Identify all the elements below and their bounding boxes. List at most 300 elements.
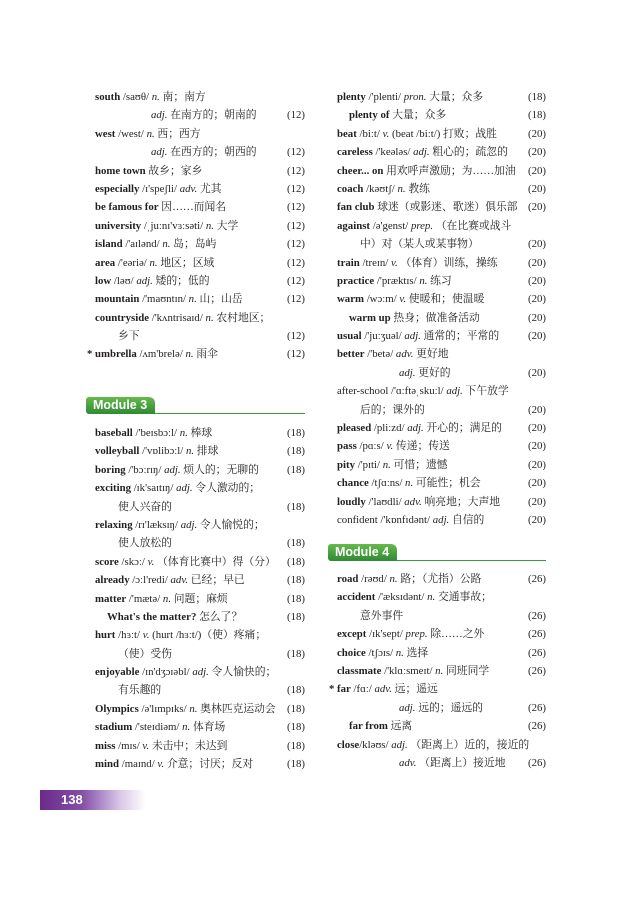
entry-text xyxy=(95,608,242,626)
page-reference: (20) xyxy=(528,146,546,159)
part-of-speech: prep. xyxy=(405,628,428,641)
pronunciation: /wɔːm/ xyxy=(366,293,397,306)
pronunciation: /'betə/ xyxy=(367,348,394,361)
headword: pleased xyxy=(337,422,372,435)
part-of-speech: n. xyxy=(162,238,171,251)
page-reference: (26) xyxy=(528,664,546,677)
definition: 尤其 xyxy=(199,182,222,195)
vocab-headword-line xyxy=(337,662,546,680)
vocab-headword-line xyxy=(95,290,305,308)
asterisk-mark: * xyxy=(87,348,93,361)
headword: score xyxy=(95,555,119,568)
part-of-speech: adj. xyxy=(407,422,424,435)
page-reference: (18) xyxy=(287,445,305,458)
page-reference: (20) xyxy=(528,513,546,526)
definition: 响亮地；大声地 xyxy=(424,495,501,508)
definition: 后的；课外的 xyxy=(360,403,425,416)
headword: home town xyxy=(95,164,146,177)
entry-text xyxy=(337,217,511,235)
page-reference: (18) xyxy=(287,463,305,476)
module-rule xyxy=(155,413,305,415)
vocab-headword-line xyxy=(95,626,305,644)
vocab-continuation-line xyxy=(95,327,305,345)
left-column xyxy=(87,0,305,800)
part-of-speech: adj. xyxy=(446,385,463,398)
pronunciation: /pɑːs/ xyxy=(359,440,384,453)
pronunciation: /'kʌntrisaɪd/ xyxy=(151,311,203,324)
vocab-headword-line xyxy=(95,590,305,608)
vocab-headword-line xyxy=(337,198,546,216)
pronunciation: /'plenti/ xyxy=(368,91,402,103)
vocab-headword-line xyxy=(95,162,305,180)
definition: 介意；讨厌；反对 xyxy=(166,758,254,771)
headword: matter xyxy=(95,592,127,605)
vocab-headword-line xyxy=(337,345,546,363)
vocab-headword-line xyxy=(95,180,305,198)
definition: 奥林匹克运动会 xyxy=(200,702,276,715)
headword: plenty xyxy=(337,91,366,103)
part-of-speech: n. xyxy=(146,127,155,140)
entry-text xyxy=(337,511,484,529)
module-header xyxy=(328,544,546,561)
page-reference: (12) xyxy=(287,348,305,361)
vocab-continuation-line xyxy=(337,235,546,253)
pronunciation: /ə'genst/ xyxy=(372,219,409,232)
part-of-speech: n. xyxy=(179,427,188,439)
part-of-speech: adj. xyxy=(136,274,153,287)
entry-text xyxy=(95,143,257,161)
vocab-headword-line xyxy=(95,442,305,460)
definition: 球迷（或影迷、歌迷）俱乐部 xyxy=(377,201,518,214)
module-rule xyxy=(397,560,546,562)
headword: confident xyxy=(337,513,378,526)
definition: 大学 xyxy=(216,219,239,232)
definition: 棒球 xyxy=(190,427,213,439)
part-of-speech: adj. xyxy=(391,738,408,751)
headword: chance xyxy=(337,477,369,490)
page-reference: (20) xyxy=(528,477,546,490)
page-number-bar xyxy=(40,790,146,810)
vocab-headword-line xyxy=(337,511,546,529)
pronunciation: /tʃɔɪs/ xyxy=(368,646,394,659)
pronunciation: /'steɪdiəm/ xyxy=(134,721,180,734)
definition: 故乡；家乡 xyxy=(148,164,203,177)
pronunciation: /ˌjuːnɪ'vɜːsəti/ xyxy=(143,219,204,232)
part-of-speech: n. xyxy=(185,445,195,458)
definition: 使人放松的 xyxy=(118,537,172,550)
entry-text xyxy=(95,217,238,235)
entry-text xyxy=(95,681,161,699)
part-of-speech: adj. xyxy=(192,666,209,679)
entry-text xyxy=(337,662,489,680)
part-of-speech: n. xyxy=(149,256,158,269)
part-of-speech: n. xyxy=(397,182,406,195)
definition: 交通事故； xyxy=(437,591,492,604)
vocab-continuation-line xyxy=(95,645,305,663)
vocab-headword-line xyxy=(95,718,305,736)
headword: south xyxy=(95,91,121,103)
vocab-phrase-line xyxy=(337,717,546,735)
headword: choice xyxy=(337,646,366,659)
vocab-headword-line xyxy=(329,680,546,698)
entry-text xyxy=(95,590,228,608)
word-list xyxy=(337,88,546,529)
page-reference: (20) xyxy=(528,256,546,269)
pronunciation: /saʊθ/ xyxy=(122,91,150,103)
vocab-headword-line xyxy=(337,180,546,198)
headword: classmate xyxy=(337,664,382,677)
part-of-speech: adv. xyxy=(395,348,414,361)
pronunciation: /hɜːt/ xyxy=(118,629,141,642)
pronunciation: /'ɑːftəˌskuːl/ xyxy=(391,385,444,398)
pronunciation: /'bɔːrɪŋ/ xyxy=(128,463,162,476)
pronunciation: /'vɒlibɔːl/ xyxy=(142,445,184,458)
entry-text xyxy=(95,737,227,755)
definition: (beat /biːt/) 打败；战胜 xyxy=(392,127,497,140)
part-of-speech: n. xyxy=(427,591,436,604)
entry-text xyxy=(337,437,450,455)
part-of-speech: adj. xyxy=(176,482,193,495)
pronunciation: /ʌm'brelə/ xyxy=(139,348,183,361)
entry-text xyxy=(95,700,276,718)
pronunciation: /biːt/ xyxy=(359,127,380,140)
definition: 远离 xyxy=(390,720,413,733)
part-of-speech: v. xyxy=(142,739,150,752)
vocab-headword-line xyxy=(95,461,305,479)
part-of-speech: v. xyxy=(147,555,155,568)
definition: 南；南方 xyxy=(162,91,206,103)
vocab-sense-line xyxy=(95,106,305,124)
page-reference: (26) xyxy=(528,701,546,714)
module-label: Module 3 xyxy=(86,397,155,414)
definition: （体育比赛中）得（分） xyxy=(157,555,276,568)
part-of-speech: adj. xyxy=(404,330,421,343)
entry-text xyxy=(337,364,451,382)
headword: countryside xyxy=(95,311,149,324)
definition: 地区；区域 xyxy=(160,256,215,269)
pronunciation: /ɪk'saɪtɪŋ/ xyxy=(133,482,174,495)
entry-text xyxy=(337,143,508,161)
definition: 在南方的；朝南的 xyxy=(170,109,257,122)
page-reference: (18) xyxy=(287,537,305,550)
vocab-headword-line xyxy=(95,88,305,106)
pronunciation: /skɔː/ xyxy=(121,555,145,568)
headword: boring xyxy=(95,463,126,476)
entry-text xyxy=(95,571,245,589)
page-reference: (26) xyxy=(528,720,546,733)
page-reference: (12) xyxy=(287,256,305,269)
vocab-headword-line xyxy=(95,235,305,253)
vocab-headword-line xyxy=(95,198,305,216)
vocab-headword-line xyxy=(95,272,305,290)
definition: 更好的 xyxy=(418,366,451,379)
pronunciation: /pliːzd/ xyxy=(373,422,405,435)
page-reference: (18) xyxy=(287,702,305,715)
part-of-speech: n. xyxy=(162,592,172,605)
definition: 大量；众多 xyxy=(429,91,484,103)
entry-text xyxy=(95,162,202,180)
page-reference: (20) xyxy=(528,495,546,508)
headword: fan club xyxy=(337,201,375,214)
vocab-sense-line xyxy=(337,364,546,382)
page-reference: (12) xyxy=(287,164,305,177)
module-label: Module 4 xyxy=(328,544,397,561)
entry-text xyxy=(95,479,260,497)
definition: 大量；众多 xyxy=(392,109,447,122)
pronunciation: /rəʊd/ xyxy=(361,573,387,585)
vocab-headword-line xyxy=(87,345,305,363)
entry-text xyxy=(337,625,484,643)
page-reference: (20) xyxy=(528,238,546,251)
pronunciation: /'mætə/ xyxy=(128,592,161,605)
vocab-headword-line xyxy=(337,570,546,588)
pronunciation: /ləʊ/ xyxy=(113,274,134,287)
page-reference: (18) xyxy=(528,109,546,122)
page-reference: (20) xyxy=(528,403,546,416)
headword: stadium xyxy=(95,721,133,734)
vocab-continuation-line xyxy=(337,401,546,419)
entry-text xyxy=(337,607,403,625)
part-of-speech: n. xyxy=(389,573,398,585)
vocab-headword-line xyxy=(337,327,546,345)
definition: 令人愉悦的； xyxy=(199,518,265,531)
part-of-speech: v. xyxy=(399,293,407,306)
headword: pity xyxy=(337,458,355,471)
headword: close xyxy=(337,738,360,751)
headword: area xyxy=(95,256,116,269)
pronunciation: /ɪn'dʒɔɪəbl/ xyxy=(142,666,190,679)
part-of-speech: n. xyxy=(205,311,214,324)
definition: 使暖和；使温暖 xyxy=(408,293,485,306)
entry-text xyxy=(337,570,481,588)
pronunciation: /ɔːl'redi/ xyxy=(132,574,168,587)
vocab-phrase-line xyxy=(337,106,546,124)
part-of-speech: n. xyxy=(188,293,197,306)
entry-text xyxy=(337,272,452,290)
headword: far xyxy=(337,683,351,696)
page-reference: (12) xyxy=(287,238,305,251)
part-of-speech: adv. xyxy=(399,756,417,769)
entry-text xyxy=(337,254,498,272)
pronunciation: /'aɪlənd/ xyxy=(125,238,160,251)
part-of-speech: v. xyxy=(382,127,390,140)
headword: far from xyxy=(349,720,388,733)
vocab-headword-line xyxy=(337,644,546,662)
definition: 因……而闻名 xyxy=(161,201,227,214)
entry-text xyxy=(95,272,210,290)
part-of-speech: n. xyxy=(205,219,214,232)
page-reference: (18) xyxy=(287,684,305,697)
headword: Olympics xyxy=(95,702,139,715)
entry-text xyxy=(95,180,222,198)
part-of-speech: adj. xyxy=(413,146,430,159)
page-reference: (20) xyxy=(528,293,546,306)
pronunciation: /'beɪsbɔːl/ xyxy=(135,427,178,439)
pronunciation: /'pɪti/ xyxy=(357,458,381,471)
page-reference: (18) xyxy=(287,427,305,439)
vocab-headword-line xyxy=(95,553,305,571)
entry-text xyxy=(95,645,172,663)
entry-text xyxy=(95,290,243,308)
definition: 中）对（某人或某事物） xyxy=(360,238,479,251)
entry-text xyxy=(95,663,276,681)
pronunciation: /kləʊs/ xyxy=(359,738,389,751)
pronunciation: /'kɒnfɪdənt/ xyxy=(380,513,431,526)
page-reference: (26) xyxy=(528,628,546,641)
vocab-headword-line xyxy=(95,571,305,589)
vocab-headword-line xyxy=(337,272,546,290)
definition: 山；山岳 xyxy=(199,293,243,306)
part-of-speech: prep. xyxy=(410,219,434,232)
headword: usual xyxy=(337,330,362,343)
pronunciation: /west/ xyxy=(118,127,144,140)
definition: 矮的；低的 xyxy=(155,274,210,287)
definition: 下午放学 xyxy=(465,385,509,398)
pronunciation: /maɪnd/ xyxy=(121,758,155,771)
definition: 岛；岛屿 xyxy=(173,238,217,251)
headword: beat xyxy=(337,127,357,140)
headword: accident xyxy=(337,591,376,604)
entry-text xyxy=(337,717,412,735)
headword: except xyxy=(337,628,367,641)
vocab-phrase-line xyxy=(95,608,305,626)
pronunciation: /rɪ'læksɪŋ/ xyxy=(135,518,178,531)
part-of-speech: adv. xyxy=(179,182,198,195)
entry-text xyxy=(337,588,492,606)
definition: 粗心的；疏忽的 xyxy=(432,146,508,159)
definition: 乡下 xyxy=(118,330,140,343)
page-reference: (18) xyxy=(287,647,305,660)
entry-text xyxy=(337,382,509,400)
headword: miss xyxy=(95,739,116,752)
entry-text xyxy=(95,553,276,571)
pronunciation: /'eəriə/ xyxy=(117,256,147,269)
entry-text xyxy=(337,106,446,124)
definition: 选择 xyxy=(406,646,429,659)
word-list xyxy=(95,424,305,773)
page-reference: (12) xyxy=(287,146,305,159)
definition: 意外事件 xyxy=(360,609,404,622)
entry-text xyxy=(337,680,438,698)
entry-text xyxy=(95,106,257,124)
vocab-headword-line xyxy=(337,419,546,437)
definition: 可能性；机会 xyxy=(415,477,481,490)
definition: 未击中；未达到 xyxy=(151,739,228,752)
vocab-headword-line xyxy=(337,493,546,511)
entry-text xyxy=(95,424,212,442)
vocab-headword-line xyxy=(95,700,305,718)
page-reference: (20) xyxy=(528,164,546,177)
definition: 传递；传送 xyxy=(395,440,450,453)
vocab-headword-line xyxy=(337,290,546,308)
headword: against xyxy=(337,219,370,232)
page-reference: (18) xyxy=(528,91,546,103)
entry-text xyxy=(95,516,265,534)
vocab-headword-line xyxy=(95,309,305,327)
pronunciation: /'juːʒuəl/ xyxy=(364,330,402,343)
vocab-headword-line xyxy=(337,625,546,643)
headword: already xyxy=(95,574,130,587)
part-of-speech: n. xyxy=(435,664,444,677)
definition: (hurt /hɜːt/)（使）疼痛； xyxy=(152,629,267,642)
part-of-speech: n. xyxy=(395,646,404,659)
page-reference: (18) xyxy=(287,500,305,513)
part-of-speech: n. xyxy=(151,91,160,103)
headword: especially xyxy=(95,182,140,195)
vocab-headword-line xyxy=(337,143,546,161)
page-reference: (18) xyxy=(287,574,305,587)
entry-text xyxy=(337,644,428,662)
pronunciation: /'præktɪs/ xyxy=(376,274,417,287)
definition: 远；遥远 xyxy=(394,683,438,696)
pronunciation: /ɪk'sept/ xyxy=(369,628,403,641)
part-of-speech: adv. xyxy=(374,683,392,696)
definition: 开心的；满足的 xyxy=(426,422,502,435)
entry-text xyxy=(95,442,218,460)
entry-text xyxy=(337,162,516,180)
headword: careless xyxy=(337,146,373,159)
pronunciation: /'maʊntɪn/ xyxy=(142,293,186,306)
asterisk-mark: * xyxy=(329,683,335,696)
page-reference: (12) xyxy=(287,330,305,343)
part-of-speech: adj. xyxy=(432,513,450,526)
headword: practice xyxy=(337,274,375,287)
pronunciation: /'æksɪdənt/ xyxy=(378,591,425,604)
headword: exciting xyxy=(95,482,131,495)
part-of-speech: adj. xyxy=(399,701,416,714)
vocab-headword-line xyxy=(95,125,305,143)
definition: 雨伞 xyxy=(196,348,218,361)
page-reference: (26) xyxy=(528,609,546,622)
entry-text xyxy=(95,88,206,106)
headword: cheer... on xyxy=(337,164,384,177)
pronunciation: /fɑː/ xyxy=(353,683,372,696)
page-reference: (18) xyxy=(287,610,305,623)
pronunciation: /tʃɑːns/ xyxy=(371,477,403,490)
pronunciation: /kəʊtʃ/ xyxy=(366,182,395,195)
entry-text xyxy=(337,456,448,474)
page-reference: (20) xyxy=(528,311,546,324)
part-of-speech: adv. xyxy=(404,495,422,508)
entry-text xyxy=(337,290,484,308)
page-reference: (18) xyxy=(287,592,305,605)
part-of-speech: v. xyxy=(142,629,150,642)
page-reference: (12) xyxy=(287,293,305,306)
vocab-headword-line xyxy=(337,382,546,400)
definition: （使）受伤 xyxy=(118,647,172,660)
page-reference: (20) xyxy=(528,127,546,140)
entry-text xyxy=(337,180,430,198)
definition: 可惜；遗憾 xyxy=(393,458,448,471)
headword: after-school xyxy=(337,385,389,398)
headword: pass xyxy=(337,440,357,453)
pronunciation: /'keələs/ xyxy=(375,146,411,159)
part-of-speech: n. xyxy=(405,477,414,490)
entry-text xyxy=(95,309,270,327)
headword: mountain xyxy=(95,293,140,306)
definition: 远的；遥远的 xyxy=(418,701,483,714)
part-of-speech: v. xyxy=(386,440,394,453)
part-of-speech: n. xyxy=(182,721,191,734)
vocab-headword-line xyxy=(337,88,546,106)
headword: volleyball xyxy=(95,445,140,458)
entry-text xyxy=(337,474,481,492)
page-reference: (26) xyxy=(528,646,546,659)
page-reference: (26) xyxy=(528,573,546,585)
part-of-speech: n. xyxy=(189,702,198,715)
definition: 体育场 xyxy=(192,721,226,734)
vocab-headword-line xyxy=(337,736,546,754)
